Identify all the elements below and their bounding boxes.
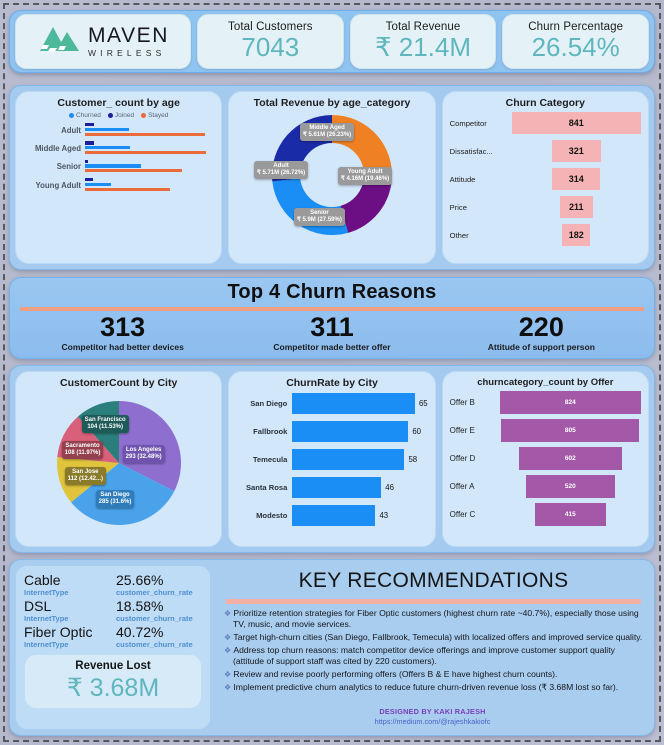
donut-label-senior: Senior ₹ 5.9M (27.59%) [294, 208, 345, 226]
bar-value: 60 [412, 426, 421, 436]
brand-logo [15, 14, 191, 69]
bar-group-bars [85, 123, 214, 137]
table-row[interactable] [450, 221, 641, 249]
bar[interactable]: 520 [526, 475, 615, 498]
bar-track [512, 110, 641, 136]
bar[interactable] [85, 188, 170, 191]
kpi-label: Churn Percentage [528, 21, 624, 34]
bar-group-label: Senior [56, 162, 81, 172]
bar[interactable] [85, 183, 111, 186]
mountain-logo-icon [37, 24, 81, 59]
bar-group [23, 178, 214, 192]
internet-type-metric-label: customer_churn_rate [116, 614, 193, 623]
bar[interactable] [85, 160, 88, 163]
reason-number: 220 [518, 312, 564, 342]
bar-group-bars [85, 141, 214, 155]
bar[interactable]: 841 [512, 112, 641, 134]
bar-track [500, 503, 641, 526]
reason-number: 313 [100, 312, 146, 342]
bar-track [292, 477, 427, 498]
reason-item [227, 313, 436, 352]
table-row[interactable] [450, 388, 641, 416]
bar-track [500, 475, 641, 498]
bullet-icon: ❖ [224, 633, 234, 643]
pie-label-sacramento: Sacramento 108 (11.97%) [62, 441, 104, 459]
bar[interactable]: 211 [560, 196, 592, 218]
chart-churnrate-by-city[interactable] [228, 371, 435, 547]
internet-type-metric-label: customer_churn_rate [116, 640, 193, 649]
internet-type-row [24, 572, 202, 597]
table-row[interactable] [450, 193, 641, 221]
section-title: Top 4 Churn Reasons [227, 281, 437, 303]
kpi-label: Revenue Lost [75, 660, 151, 672]
bar[interactable] [85, 169, 182, 172]
chart-title: Churn Category [505, 97, 585, 109]
category-label: Offer B [449, 397, 475, 407]
bar[interactable] [85, 133, 205, 136]
bar-value: 65 [418, 398, 428, 408]
donut-label-young-adult: Young Adult ₹ 4.16M (19.46%) [338, 167, 392, 185]
chart-title: ChurnRate by City [286, 377, 378, 389]
bar-track [500, 391, 641, 414]
internet-type-row [24, 624, 202, 649]
list-item: ❖ Target high-churn cities (San Diego, Fallbrook, Temecula) with localized offers and improved service quality. [224, 632, 643, 643]
kpi-value: ₹ 3.68M [66, 674, 160, 702]
internet-type-name: Cable [24, 572, 61, 588]
bar[interactable] [292, 421, 408, 442]
table-row[interactable] [450, 109, 641, 137]
section-title: KEY RECOMMENDATIONS [298, 569, 569, 592]
reason-caption: Attitude of support person [487, 342, 595, 353]
internet-type-row [24, 598, 202, 623]
reason-item [18, 313, 227, 352]
internet-type-field-label: InternetType [24, 640, 69, 649]
bar[interactable] [85, 128, 129, 131]
internet-type-field-label: InternetType [24, 588, 69, 597]
chart-customer-count-by-age[interactable] [15, 91, 222, 264]
table-row[interactable] [450, 137, 641, 165]
donut-chart [256, 111, 396, 239]
reason-caption: Competitor had better devices [61, 342, 184, 353]
credits [216, 707, 649, 726]
bar-group-label: Young Adult [35, 180, 81, 190]
table-row[interactable] [450, 165, 641, 193]
reason-number: 311 [310, 312, 354, 342]
kpi-revenue-lost [24, 654, 202, 709]
donut-label-middle-aged: Middle Aged ₹ 5.61M (26.23%) [300, 123, 354, 141]
bar-track [500, 419, 641, 442]
chart-churn-category[interactable] [442, 91, 649, 264]
bar[interactable] [292, 477, 381, 498]
pie-label-san-diego: San Diego 285 (31.6%) [96, 490, 135, 508]
table-row[interactable] [236, 445, 427, 473]
bar-track [292, 393, 427, 414]
bar[interactable] [85, 151, 206, 154]
churnrate-rows [236, 389, 427, 529]
category-label: Temecula [252, 454, 288, 464]
recommendations-panel [216, 565, 649, 730]
bullet-icon: ❖ [224, 609, 234, 618]
kpi-label: Total Revenue [385, 21, 461, 34]
bar[interactable] [85, 146, 130, 149]
table-row[interactable] [450, 472, 641, 500]
bar-group-bars [85, 160, 214, 174]
legend-item: Joined [108, 112, 134, 119]
reason-item [437, 313, 646, 352]
donut-label-adult: Adult ₹ 5.71M (26.72%) [254, 161, 308, 179]
table-row[interactable] [236, 389, 427, 417]
pie-label-san-jose: San Jose 112 (12.42...) [65, 467, 106, 485]
category-label: Offer E [449, 425, 475, 435]
bar[interactable] [292, 449, 404, 470]
bar[interactable]: 182 [562, 224, 590, 246]
bar[interactable] [85, 123, 94, 126]
table-row[interactable] [450, 500, 641, 528]
bar-track [500, 447, 641, 470]
designer-link[interactable]: https://medium.com/@rajeshkakiofc [374, 717, 491, 726]
charts-row-bottom [9, 365, 655, 553]
bar-track [292, 449, 427, 470]
list-item: ❖ Prioritize retention strategies for Fiber Optic customers (highest churn rate ~40.7%), especially those using TV, music, and movie services. [224, 608, 639, 630]
table-row[interactable] [450, 416, 641, 444]
bar-group-label: Middle Aged [34, 144, 81, 154]
internet-type-panel [15, 565, 211, 730]
category-label: Competitor [449, 118, 487, 128]
offer-funnel-rows [450, 388, 641, 528]
category-label: Offer D [449, 453, 476, 463]
bar-track [512, 222, 641, 248]
bullet-icon: ❖ [224, 682, 234, 692]
internet-type-metric-label: customer_churn_rate [116, 588, 193, 597]
category-label: Fallbrook [253, 426, 288, 436]
bar[interactable] [85, 164, 141, 167]
list-item: ❖ Review and revise poorly performing offers (Offers B & E have highest churn counts). [224, 669, 558, 680]
legend-item: Churned [69, 112, 101, 119]
bar-value: 43 [379, 510, 389, 520]
divider [226, 599, 641, 604]
internet-type-name: Fiber Optic [24, 624, 93, 640]
logo-name: MAVEN [87, 24, 170, 48]
kpi-label: Total Customers [228, 21, 313, 34]
category-label: Other [449, 230, 469, 240]
list-item: ❖ Implement predictive churn analytics to reduce future churn-driven revenue loss (₹ 3.68M lost so far). [224, 681, 619, 692]
table-row[interactable] [236, 501, 427, 529]
bar-group [23, 123, 214, 137]
bar-track [292, 505, 427, 526]
chart-revenue-by-age-category[interactable] [228, 91, 435, 264]
chart-title: Customer_ count by age [57, 97, 180, 109]
category-label: Santa Rosa [245, 482, 288, 492]
top-churn-reasons-panel [9, 277, 655, 359]
category-label: Modesto [256, 510, 288, 520]
category-label: Attitude [449, 174, 476, 184]
pie-svg [49, 393, 189, 533]
category-label: San Diego [250, 398, 288, 408]
bar[interactable]: 321 [552, 140, 601, 162]
kpi-total-revenue [350, 14, 497, 69]
designer-credit: DESIGNED BY KAKI RAJESH [379, 707, 486, 716]
pie-chart [49, 393, 189, 533]
reasons-grid [18, 313, 646, 352]
header-bar [9, 10, 655, 73]
bar-value: 46 [385, 482, 394, 492]
recommendations-list [224, 608, 643, 693]
churn-category-rows [450, 109, 641, 249]
internet-type-value: 40.72% [116, 624, 164, 640]
reason-caption: Competitor made better offer [273, 342, 391, 353]
age-bar-groups [23, 123, 214, 192]
bar-track [292, 421, 427, 442]
category-label: Offer A [449, 481, 475, 491]
table-row[interactable] [236, 473, 427, 501]
bar[interactable] [292, 393, 415, 414]
internet-type-name: DSL [24, 598, 52, 614]
bar[interactable]: 805 [501, 419, 639, 442]
table-row[interactable] [450, 444, 641, 472]
kpi-value: ₹ 21.4M [374, 32, 472, 63]
pie-label-los-angeles: Los Angeles 293 (32.48%) [123, 445, 165, 463]
kpi-churn-percentage [502, 14, 649, 69]
bar-group-label: Adult [61, 125, 81, 135]
bar[interactable]: 415 [535, 503, 606, 526]
bar-group-bars [85, 178, 214, 192]
category-label: Price [449, 202, 467, 212]
bar[interactable] [292, 505, 375, 526]
chart-customercount-by-city[interactable] [15, 371, 222, 547]
logo-tagline: WIRELESS [87, 48, 166, 59]
bar[interactable] [85, 141, 94, 144]
chart-legend [23, 112, 214, 119]
bar[interactable]: 602 [519, 447, 622, 470]
bottom-panel [9, 559, 655, 736]
bar-track [512, 194, 641, 220]
list-item: ❖ Address top churn reasons: match competitor device offerings and improve customer support quality (attitude of support staff was cited by 220 customers). [224, 644, 615, 667]
chart-title: Total Revenue by age_category [253, 97, 411, 109]
bullet-icon: ❖ [224, 645, 234, 655]
bar-value: 58 [408, 454, 418, 464]
divider [20, 307, 644, 311]
charts-row-top [9, 85, 655, 270]
kpi-value: 7043 [241, 32, 300, 63]
bar[interactable]: 824 [500, 391, 641, 414]
bar-group [23, 141, 214, 155]
bar[interactable] [85, 178, 93, 181]
bullet-icon: ❖ [224, 670, 234, 680]
internet-type-field-label: InternetType [24, 614, 69, 623]
bar-track [512, 166, 641, 192]
legend-item: Stayed [141, 112, 168, 119]
internet-type-value: 18.58% [116, 598, 164, 614]
chart-title: CustomerCount by City [60, 377, 178, 389]
chart-churncategory-count-by-offer[interactable] [442, 371, 649, 547]
bar-track [512, 138, 641, 164]
category-label: Dissatisfac... [449, 146, 493, 156]
internet-type-value: 25.66% [116, 572, 164, 588]
category-label: Offer C [449, 509, 476, 519]
kpi-value: 26.54% [531, 32, 620, 63]
bar[interactable]: 314 [552, 168, 600, 190]
bar-group [23, 160, 214, 174]
kpi-total-customers [197, 14, 344, 69]
chart-title: churncategory_count by Offer [477, 377, 614, 388]
table-row[interactable] [236, 417, 427, 445]
pie-label-san-francisco: San Francisco 104 (11.53%) [82, 415, 129, 433]
